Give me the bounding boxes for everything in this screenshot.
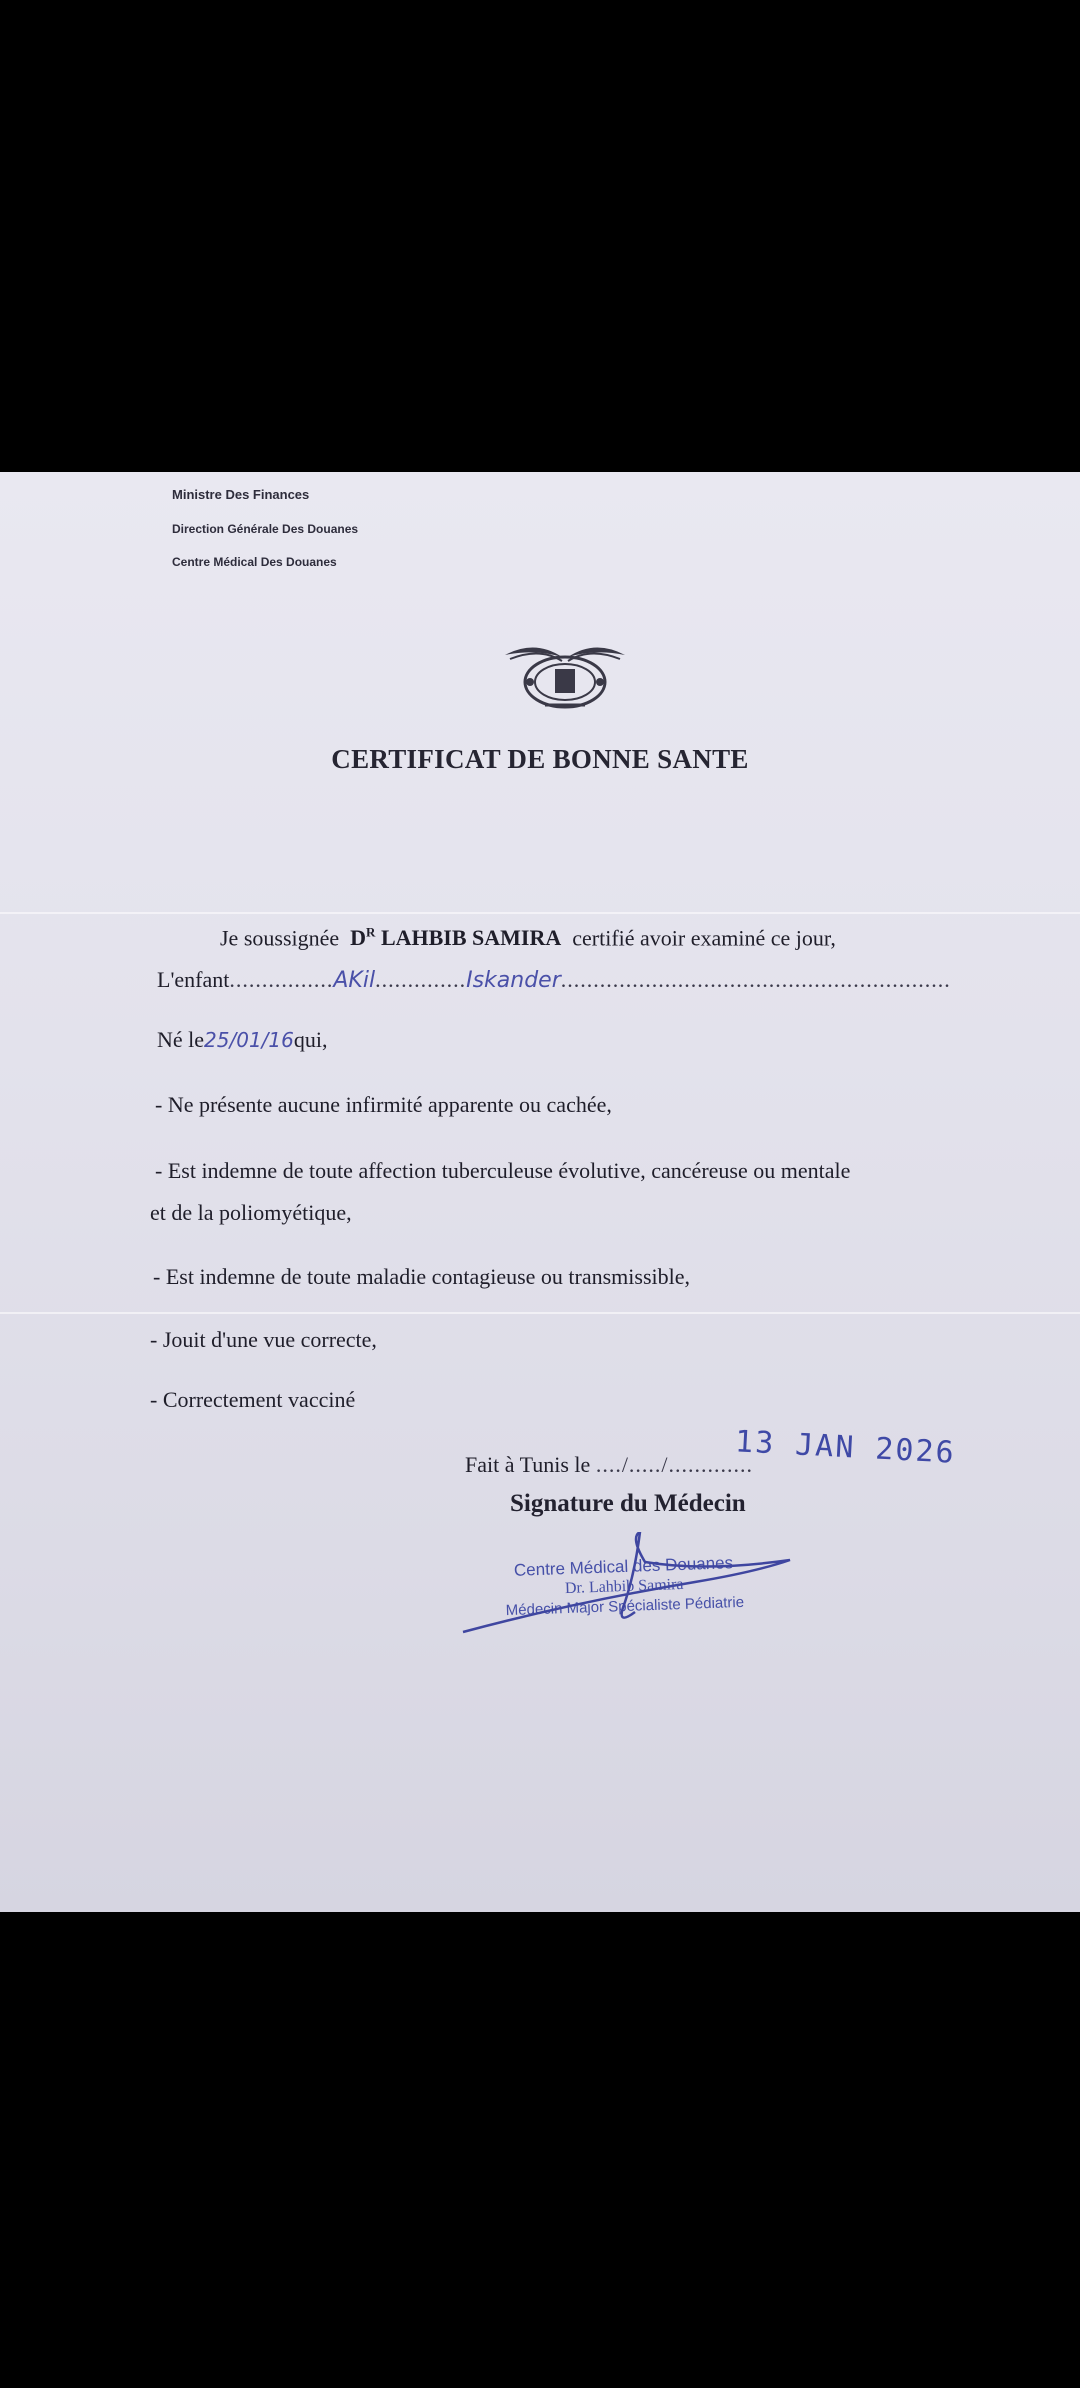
item-no-infirmity: - Ne présente aucune infirmité apparente ou cachée, [155, 1092, 612, 1117]
paper-fold [0, 1312, 1080, 1314]
handwritten-signature [455, 1532, 795, 1642]
child-label: L'enfant [157, 967, 230, 992]
stamp-center: Centre Médical des Douanes [513, 1553, 734, 1580]
date-stamp: 13 JAN 2026 [734, 1424, 957, 1471]
child-line: L'enfant................AKil..............Iskander............................................................ [157, 967, 951, 993]
item-no-affection: - Est indemne de toute affection tuberculeuse évolutive, cancéreuse ou mentale [155, 1158, 851, 1183]
item-good-vision: - Jouit d'une vue correcte, [150, 1327, 377, 1352]
item-vaccinated: - Correctement vacciné [150, 1387, 356, 1412]
doctor-abbr: D [350, 925, 367, 951]
item-no-contagious: - Est indemne de toute maladie contagieuse ou transmissible, [153, 1264, 691, 1289]
doctor-sup: R [366, 925, 376, 940]
child-surname: Iskander [466, 968, 561, 993]
customs-emblem-icon [500, 637, 630, 717]
stamp-doctor: Dr. Lahbib Samira [564, 1575, 684, 1598]
child-name: AKil [333, 968, 376, 993]
paper-fold [0, 912, 1080, 914]
intro-line [220, 925, 836, 951]
intro-suffix: certifié avoir examiné ce jour, [572, 925, 836, 951]
certificate-title: CERTIFICAT DE BONNE SANTE [331, 744, 749, 774]
stamp-title: Médecin Major Spécialiste Pédiatrie [505, 1593, 745, 1620]
born-label: Né le [157, 1027, 205, 1052]
place-date-line: Fait à Tunis le ..../...../............. [465, 1452, 754, 1477]
document-paper [0, 472, 1080, 1912]
header-ministry: Ministre Des Finances [172, 487, 310, 502]
born-suffix: qui, [293, 1027, 328, 1052]
item-no-affection-cont: et de la poliomyétique, [150, 1200, 352, 1225]
intro-prefix: Je soussignée [220, 925, 340, 951]
doctor-name: LAHBIB SAMIRA [380, 925, 562, 951]
place-label: Fait à Tunis le [465, 1452, 591, 1477]
born-date: 25/01/16 [204, 1028, 294, 1052]
born-line [157, 1027, 327, 1053]
signature-title: Signature du Médecin [510, 1490, 746, 1517]
header-center: Centre Médical Des Douanes [172, 555, 337, 569]
header-direction: Direction Générale Des Douanes [172, 522, 359, 536]
